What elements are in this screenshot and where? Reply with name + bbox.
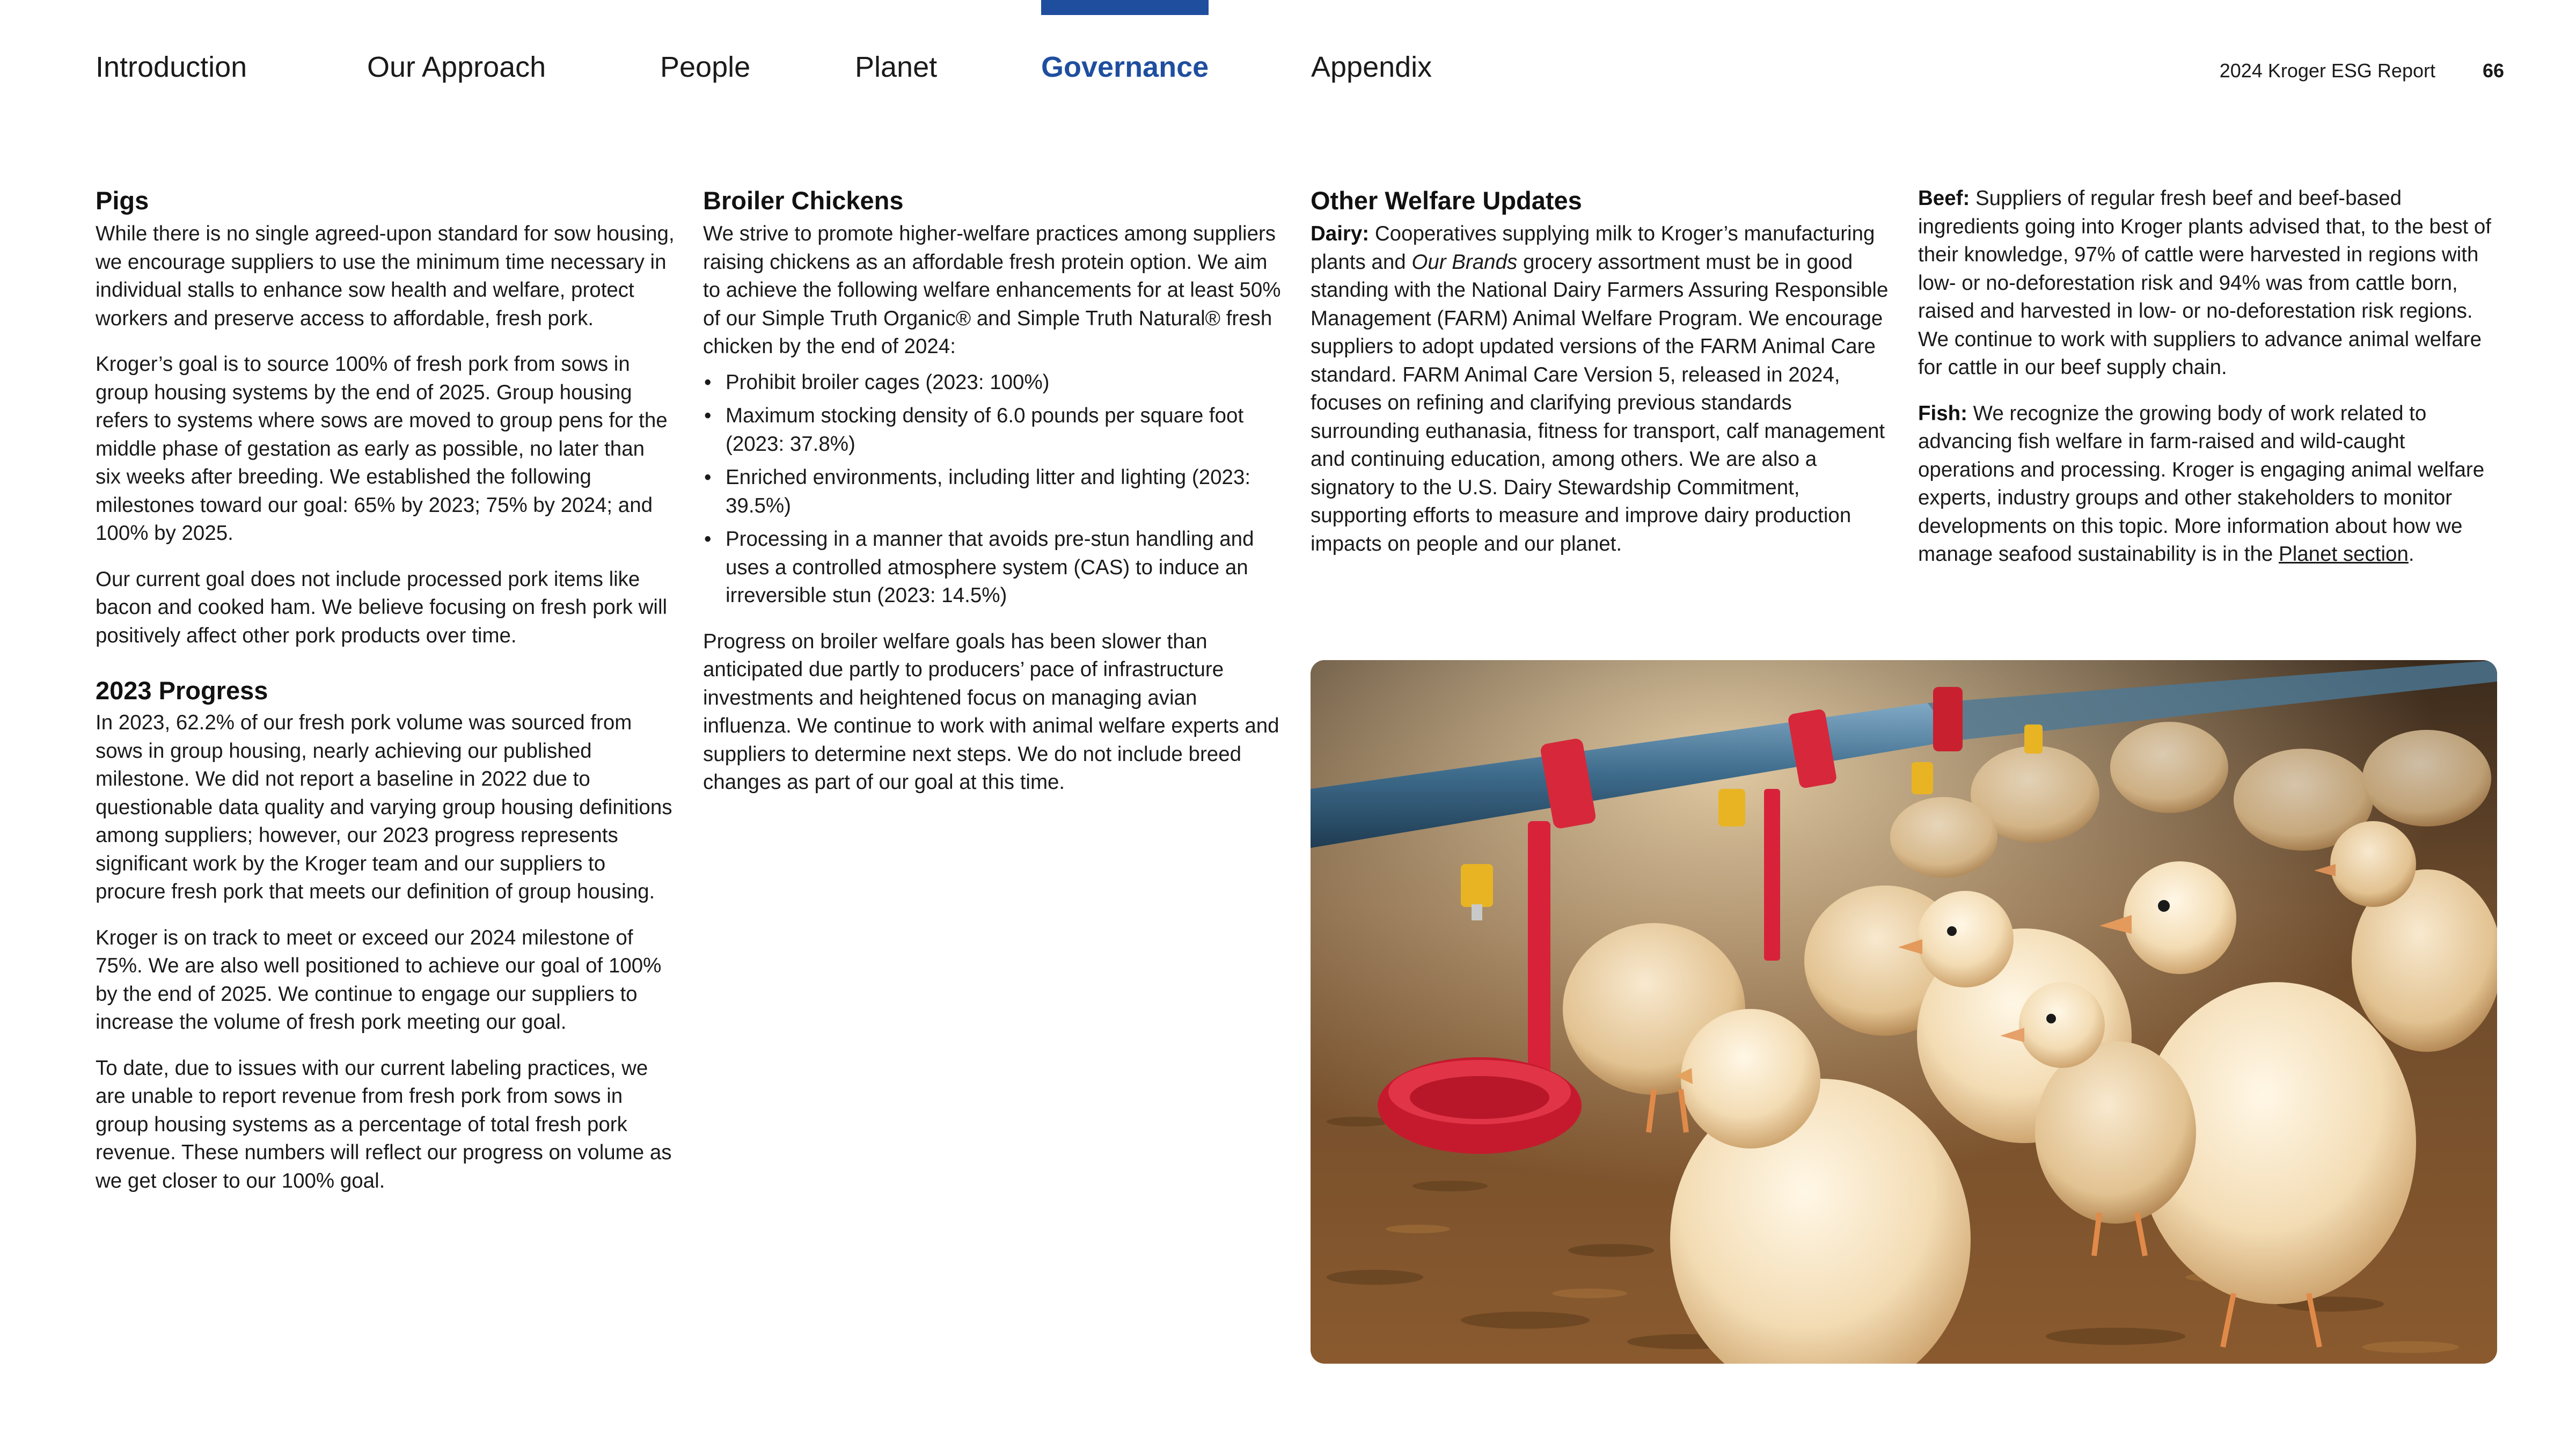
broiler-closing: Progress on broiler welfare goals has been slower than anticipated due partly to producers’ pace of infrastructure investments and heightened focus on managing avian influenza. We continue to work with animal welfare experts and suppliers to determine next steps. We do not include breed changes as part of our goal at this time. <box>703 630 1279 794</box>
nav-our-approach[interactable]: Our Approach <box>367 51 546 83</box>
nav-planet[interactable]: Planet <box>855 51 938 83</box>
broiler-column <box>703 185 1283 815</box>
list-item-text: Enriched environments, including litter and lighting (2023: 39.5%) <box>726 466 1251 517</box>
nav-introduction[interactable]: Introduction <box>96 51 247 83</box>
fish-period: . <box>2408 543 2414 566</box>
chicks-photo-graphic <box>1311 660 2497 1364</box>
fish-label: Fish: <box>1918 401 1967 425</box>
list-item-text: Maximum stocking density of 6.0 pounds per square foot (2023: 37.8%) <box>726 404 1244 456</box>
page-number: 66 <box>2482 60 2504 82</box>
fish-paragraph <box>1918 400 2506 569</box>
dairy-text-cont: grocery assortment must be in good standing with the National Dairy Farmers Assuring Responsible Management (FARM) Animal Welfare Program. We encourage suppliers to adopt updated versions of the FARM Animal Care standard. FARM Animal Care Version 5, released in 2024, focuses on refining and clarifying previous standards surrounding euthanasia, fitness for transport, calf management and continuing education, among others. We are also a signatory to the U.S. Dairy Stewardship Commitment, supporting efforts to measure and improve dairy production impacts on people and our planet. <box>1311 250 1889 555</box>
list-item-text: Prohibit broiler cages (2023: 100%) <box>726 370 1050 394</box>
other-welfare-heading: Other Welfare Updates <box>1311 186 1582 215</box>
broiler-goal-list <box>703 369 1283 610</box>
nav-governance[interactable]: Governance <box>1041 51 1209 83</box>
bullet-icon: • <box>704 466 712 489</box>
beef-fish-column <box>1918 185 2506 587</box>
broiler-heading: Broiler Chickens <box>703 186 904 215</box>
list-item <box>703 369 1283 397</box>
pigs-paragraph-2: Kroger’s goal is to source 100% of fresh pork from sows in group housing systems by the end of 2025. Group housing refers to systems where sows are moved to group pens for the middle phase of gestation as early as possible, no later than six weeks after breeding. We established the following milestones toward our goal: 65% by 2023; 75% by 2024; and 100% by 2025. <box>96 353 668 545</box>
pigs-paragraph-1: While there is no single agreed-upon standard for sow housing, we encourage suppliers to use the minimum time necessary in individual stalls to enhance sow health and welfare, protect workers and preserve access to affordable, fresh pork. <box>96 222 675 330</box>
progress-paragraph-1: In 2023, 62.2% of our fresh pork volume was sourced from sows in group housing, nearly achieving our published milestone. We did not report a baseline in 2022 due to questionable data quality and varying group housing definitions among suppliers; however, our 2023 progress represents significant work by the Kroger team and our suppliers to procure fresh pork that meets our definition of group housing. <box>96 711 672 903</box>
nav-appendix[interactable]: Appendix <box>1311 51 1432 83</box>
list-item <box>703 464 1283 520</box>
other-welfare-column <box>1311 185 1890 576</box>
chicks-photo <box>1311 660 2497 1364</box>
progress-paragraph-3: To date, due to issues with our current labeling practices, we are unable to report revenue from fresh pork from sows in group housing systems as a percentage of total fresh pork revenue. These numbers will reflect our progress on volume as we get closer to our 100% goal. <box>96 1056 672 1192</box>
fish-text: We recognize the growing body of work related to advancing fish welfare in farm-raised and wild-caught operations and processing. Kroger is engaging animal welfare experts, industry groups and other stakeholders to monitor developments on this topic. More information about how we manage seafood sustainability is in the <box>1918 401 2485 566</box>
list-item <box>703 402 1283 458</box>
pigs-column <box>96 185 675 1213</box>
planet-section-link[interactable]: Planet section <box>2279 543 2409 566</box>
broiler-intro: We strive to promote higher-welfare practices among suppliers raising chickens as an affordable fresh protein option. We aim to achieve the following welfare enhancements for at least 50% of our Simple Truth Organic® and Simple Truth Natural® fresh chicken by the end of 2024: <box>703 222 1281 358</box>
report-title: 2024 Kroger ESG Report <box>2219 60 2435 82</box>
top-navigation <box>0 0 2576 140</box>
list-item-text: Processing in a manner that avoids pre-stun handling and uses a controlled atmosphere system (CAS) to induce an irreversible stun (2023: 14.5%) <box>726 528 1254 607</box>
beef-paragraph <box>1918 185 2506 382</box>
list-item <box>703 525 1283 610</box>
bullet-icon: • <box>704 528 712 551</box>
beef-label: Beef: <box>1918 187 1970 210</box>
pigs-paragraph-3: Our current goal does not include processed pork items like bacon and cooked ham. We believe focusing on fresh pork will positively affect other pork products over time. <box>96 567 668 647</box>
dairy-paragraph <box>1311 220 1890 558</box>
progress-heading: 2023 Progress <box>96 676 268 705</box>
beef-text: Suppliers of regular fresh beef and beef-based ingredients going into Kroger plants advised that, to the best of their knowledge, 97% of cattle were harvested in regions with low- or no-deforestation risk and 94% was from cattle born, raised and harvested in low- or no-deforestation risk regions. We continue to work with suppliers to advance animal welfare for cattle in our beef supply chain. <box>1918 187 2491 379</box>
dairy-label: Dairy: <box>1311 222 1370 245</box>
nav-people[interactable]: People <box>660 51 751 83</box>
dairy-text: Cooperatives supplying milk to Kroger’s manufacturing plants and <box>1311 222 1875 274</box>
bullet-icon: • <box>704 404 712 427</box>
our-brands-text: Our Brands <box>1411 250 1518 274</box>
bullet-icon: • <box>704 370 712 394</box>
progress-paragraph-2: Kroger is on track to meet or exceed our 2024 milestone of 75%. We are also well positioned to achieve our goal of 100% by the end of 2025. We continue to engage our suppliers to increase the volume of fresh pork meeting our goal. <box>96 926 662 1034</box>
pigs-heading: Pigs <box>96 186 149 215</box>
